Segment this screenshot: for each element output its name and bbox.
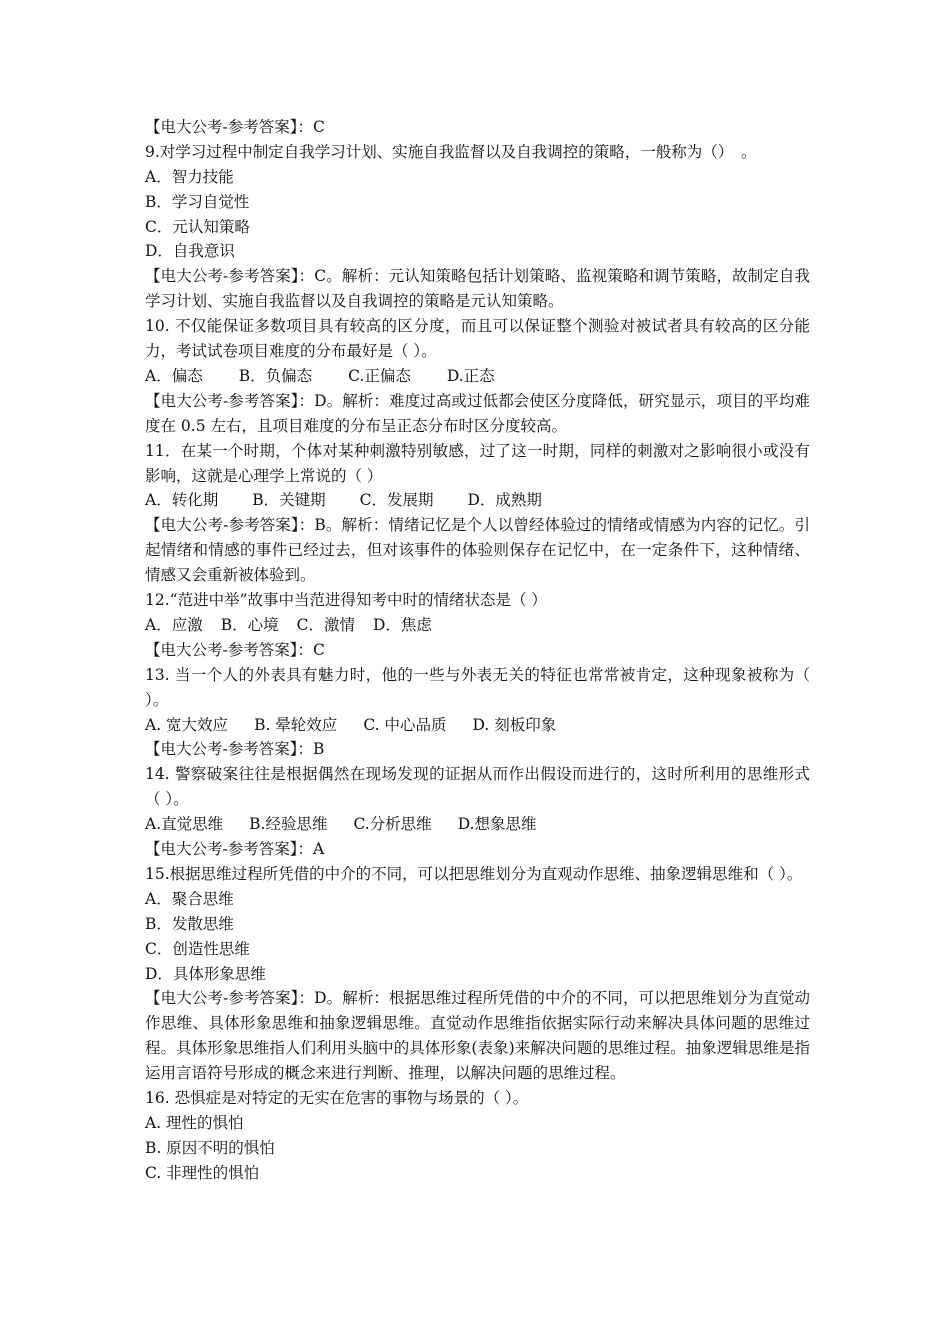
text-paragraph: 10. 不仅能保证多数项目具有较高的区分度，而且可以保证整个测验对被试者具有较高的区分能力，考试试卷项目难度的分布最好是（ ）。 <box>145 317 810 361</box>
option-item: D．焦虑 <box>372 615 432 634</box>
option-item: C.正偏态 <box>348 366 411 385</box>
text-paragraph: 14. 警察破案往往是根据偶然在现场发现的证据从而作出假设而进行的，这时所利用的思维形式（ ）。 <box>145 765 810 809</box>
option-item: D. 刻板印象 <box>472 715 557 734</box>
option-item: B．负偏态 <box>238 366 313 385</box>
text-line: B. 原因不明的惧怕 <box>145 1138 275 1157</box>
option-row <box>145 713 810 738</box>
option-row <box>145 364 810 389</box>
option-item: B．关键期 <box>252 491 326 510</box>
option-item: A. 宽大效应 <box>145 715 229 734</box>
option-item: D．成熟期 <box>467 491 542 510</box>
text-line: A．智力技能 <box>145 167 234 186</box>
text-line: B．发散思维 <box>145 914 234 933</box>
option-row <box>145 488 810 513</box>
text-line: 【电大公考-参考答案】：B <box>145 740 325 759</box>
option-row <box>145 613 810 638</box>
option-item: C．激情 <box>296 615 355 634</box>
option-item: C.分析思维 <box>353 815 432 834</box>
text-line: A．聚合思维 <box>145 889 234 908</box>
option-item: C. 中心品质 <box>363 715 447 734</box>
option-item: B.经验思维 <box>249 815 328 834</box>
text-paragraph: 【电大公考-参考答案】：D。解析：根据思维过程所凭借的中介的不同，可以把思维划分为直觉动作思维、具体形象思维和抽象逻辑思维。直觉动作思维指依据实际行动来解决具体问题的思维过程。具体形象思维指人们利用头脑中的具体形象(表象)来解决问题的思维过程。抽象逻辑思维是指运用言语符号形成的概念来进行判断、推理，以解决问题的思维过程。 <box>145 989 810 1083</box>
text-paragraph: 【电大公考-参考答案】：C。解析：元认知策略包括计划策略、监视策略和调节策略，故制定自我学习计划、实施自我监督以及自我调控的策略是元认知策略。 <box>145 267 810 311</box>
option-item: D.想象思维 <box>457 815 537 834</box>
text-paragraph: 13. 当一个人的外表具有魅力时，他的一些与外表无关的特征也常常被肯定，这种现象被称为（ ）。 <box>145 665 810 709</box>
text-line: A. 理性的惧怕 <box>145 1113 244 1132</box>
text-line: B．学习自觉性 <box>145 192 250 211</box>
option-item: D.正态 <box>446 366 495 385</box>
text-line: 12.“范进中举”故事中当范进得知考中时的情绪状态是（ ） <box>145 591 547 610</box>
option-item: A．应激 <box>145 615 203 634</box>
option-item: A．转化期 <box>145 491 219 510</box>
text-line: 【电大公考-参考答案】：C <box>145 118 325 136</box>
text-paragraph: 【电大公考-参考答案】：B。解析：情绪记忆是个人以曾经体验过的情绪或情感为内容的记忆。引起情绪和情感的事件已经过去，但对该事件的体验则保存在记忆中，在一定条件下，这种情绪、情感又会重新被体验到。 <box>145 516 810 585</box>
option-row <box>145 812 810 837</box>
text-line: D．自我意识 <box>145 242 235 261</box>
text-line: 9.对学习过程中制定自我学习计划、实施自我监督以及自我调控的策略，一般称为（） 。 <box>145 142 757 161</box>
text-line: 【电大公考-参考答案】：C <box>145 640 325 659</box>
option-item: A.直觉思维 <box>145 815 224 834</box>
option-item: A．偏态 <box>145 366 203 385</box>
text-line: 【电大公考-参考答案】：A <box>145 840 325 859</box>
document-page <box>145 115 810 1186</box>
text-line: C. 非理性的惧怕 <box>145 1163 260 1182</box>
option-item: B. 晕轮效应 <box>254 715 338 734</box>
text-paragraph: 【电大公考-参考答案】：D。解析：难度过高或过低都会使区分度降低，研究显示，项目的平均难度在 0.5 左右，且项目难度的分布呈正态分布时区分度较高。 <box>145 391 810 435</box>
option-item: C．发展期 <box>359 491 434 510</box>
option-item: B．心境 <box>220 615 279 634</box>
text-paragraph: 11．在某一个时期，个体对某种刺激特别敏感，过了这一时期，同样的刺激对之影响很小或没有影响，这就是心理学上常说的（ ） <box>145 441 810 485</box>
text-line: C．元认知策略 <box>145 217 250 236</box>
text-line: D．具体形象思维 <box>145 964 266 983</box>
text-line: C．创造性思维 <box>145 939 250 958</box>
text-paragraph: 15.根据思维过程所凭借的中介的不同，可以把思维划分为直观动作思维、抽象逻辑思维和（ ）。 <box>145 864 803 883</box>
text-line: 16. 恐惧症是对特定的无实在危害的事物与场景的（ ）。 <box>145 1089 529 1108</box>
